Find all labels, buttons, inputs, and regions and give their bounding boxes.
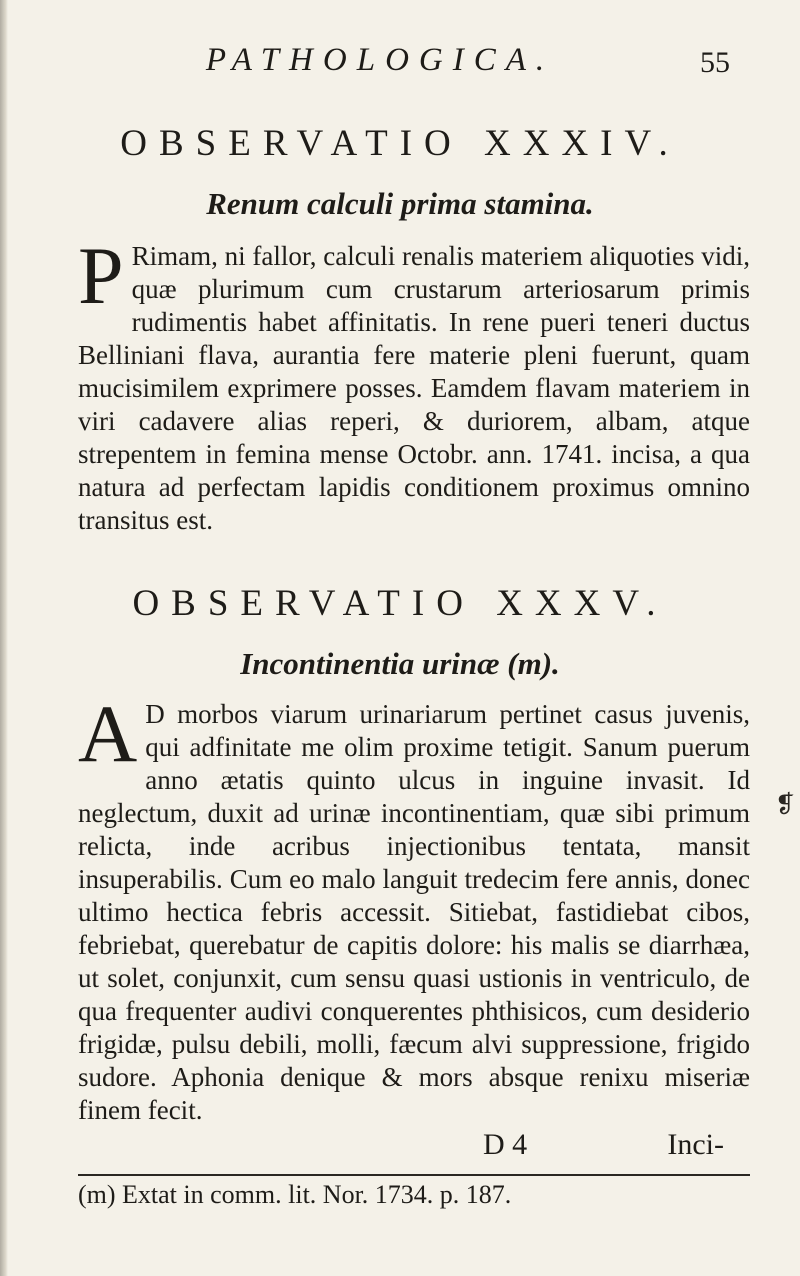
observation-34-title: OBSERVATIO XXXIV.	[120, 123, 680, 164]
margin-mark: ❡	[775, 792, 796, 818]
page-number: 55	[700, 46, 730, 79]
catchline	[78, 1128, 750, 1168]
signature-mark: D 4	[483, 1128, 528, 1161]
footnote-rule	[78, 1174, 750, 1176]
observation-35-body: AD morbos viarum urinariarum pertinet casus juvenis, qui adfinitate me olim proxime tetigit. Sanum puerum anno ætatis quinto ulcus in inguine invasit. Id neglectum, duxit ad urinæ incontinentiam, quæ sibi primum relicta, inde acribus injectionibus tentata, mansit insuperabilis. Cum eo malo languit tredecim fere annis, donec ultimo hectica febris accessit. Sitiebat, fastidiebat cibos, febriebat, querebatur de capitis dolore: his malis se diarrhæa, ut solet, conjunxit, cum sensu quasi ustionis in ventriculo, de qua frequenter audivi conquerentes phthisicos, cum desiderio frigidæ, pulsu debili, molli, fæcum alvi suppressione, frigido sudore. Aphonia denique & mors absque renixu miseriæ finem fecit.	[78, 688, 750, 1125]
observation-35-title: OBSERVATIO XXXV.	[132, 583, 668, 624]
page-header	[90, 42, 730, 102]
footnote: (m) Extat in comm. lit. Nor. 1734. p. 187.	[78, 1180, 512, 1209]
observation-34-subtitle: Renum calculi prima stamina.	[206, 186, 594, 221]
catchword: Inci-	[667, 1128, 724, 1161]
observation-35-subtitle: Incontinentia urinæ (m).	[240, 646, 560, 681]
running-title: PATHOLOGICA.	[205, 42, 555, 78]
observation-34-body: PRimam, ni fallor, calculi renalis materiem aliquoties vidi, quæ plurimum cum crustarum arteriosarum primis rudimentis habet affinitatis. In rene pueri teneri ductus Belliniani flava, aurantia fere materie pleni fuerunt, quam mucisimilem exprimere posses. Eamdem flavam materiem in viri cadavere alias reperi, & duriorem, albam, atque strepentem in femina mense Octobr. ann. 1741. incisa, a qua natura ad perfectam lapidis conditionem proximus omnino transitus est.	[78, 230, 750, 535]
